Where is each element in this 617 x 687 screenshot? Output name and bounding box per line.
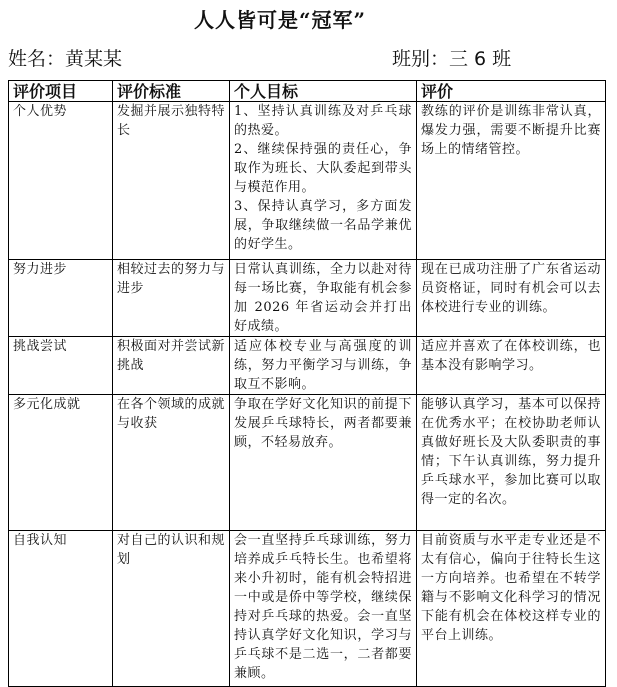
cell-standard: 对自己的认识和规划 [113, 531, 230, 687]
evaluation-table [8, 80, 606, 687]
cell-goal: 适应体校专业与高强度的训练，努力平衡学习与训练，争取互不影响。 [230, 337, 417, 395]
header-item: 评价项目 [9, 81, 113, 102]
table-row [9, 531, 606, 687]
goal-line: 1、坚持认真训练及对乒乓球的热爱。 [234, 104, 412, 138]
cell-evaluation: 目前资质与水平走专业还是不太有信心，偏向于往特长生这一方向培养。也希望在不转学籍与不影响文化科学习的情况下能有机会在体校这样专业的平台上训练。 [417, 531, 606, 687]
student-class: 班别：三 6 班 [392, 48, 512, 70]
cell-standard: 在各个领域的成就与收获 [113, 395, 230, 531]
goal-line: 3、保持认真学习，多方面发展，争取继续做一名品学兼优的好学生。 [234, 199, 412, 252]
cell-evaluation: 适应并喜欢了在体校训练，也基本没有影响学习。 [417, 337, 606, 395]
cell-standard: 积极面对并尝试新挑战 [113, 337, 230, 395]
table-header-row [9, 81, 606, 102]
cell-item: 挑战尝试 [9, 337, 113, 395]
table-row [9, 337, 606, 395]
student-name: 姓名：黄某某 [8, 48, 123, 70]
cell-goal: 日常认真训练，全力以赴对待每一场比赛，争取能有机会参加 2026 年省运动会并打出好成绩。 [230, 260, 417, 337]
cell-goal: 会一直坚持乒乓球训练，努力培养成乒乓特长生。也希望将来小升初时，能有机会特招进一中或是侨中等学校，继续保持对乒乓球的热爱。会一直坚持认真学好文化知识，学习与乒乓球不是二选一，二者都要兼顾。 [230, 531, 417, 687]
page-title: 人人皆可是“冠军” [193, 8, 366, 32]
goal-line: 2、继续保持强的责任心，争取作为班长、大队委起到带头与模范作用。 [234, 142, 412, 195]
cell-evaluation: 现在已成功注册了广东省运动员资格证，同时有机会可以去体校进行专业的训练。 [417, 260, 606, 337]
cell-item: 多元化成就 [9, 395, 113, 531]
cell-item: 自我认知 [9, 531, 113, 687]
header-evaluation: 评价 [417, 81, 606, 102]
cell-goal [230, 102, 417, 260]
cell-evaluation: 教练的评价是训练非常认真，爆发力强，需要不断提升比赛场上的情绪管控。 [417, 102, 606, 260]
table-row [9, 395, 606, 531]
table-row [9, 102, 606, 260]
header-goal: 个人目标 [230, 81, 417, 102]
cell-item: 个人优势 [9, 102, 113, 260]
header-standard: 评价标准 [113, 81, 230, 102]
table-row [9, 260, 606, 337]
cell-standard: 相较过去的努力与进步 [113, 260, 230, 337]
cell-evaluation: 能够认真学习，基本可以保持在优秀水平；在校协助老师认真做好班长及大队委职责的事情；下午认真训练，努力提升乒乓球水平，参加比赛可以取得一定的名次。 [417, 395, 606, 531]
cell-item: 努力进步 [9, 260, 113, 337]
cell-standard: 发掘并展示独特特长 [113, 102, 230, 260]
cell-goal: 争取在学好文化知识的前提下发展乒乓球特长，两者都要兼顾，不轻易放弃。 [230, 395, 417, 531]
